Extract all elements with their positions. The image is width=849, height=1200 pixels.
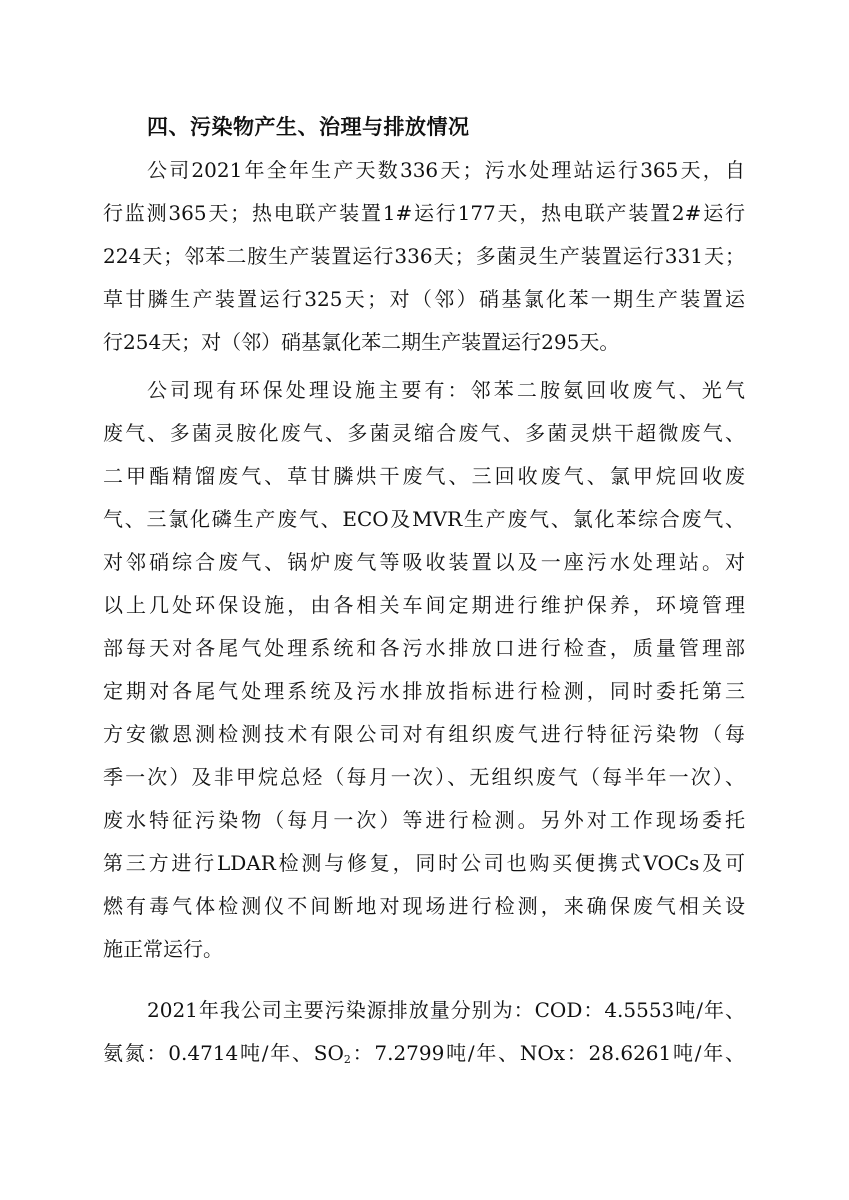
paragraph-2-line-3: 二甲酯精馏废气、草甘膦烘干废气、三回收废气、氯甲烷回收废: [103, 464, 745, 488]
so2-subscript: 2: [343, 1053, 351, 1066]
paragraph-2-line-1: 公司现有环保处理设施主要有：邻苯二胺氨回收废气、光气: [147, 378, 745, 402]
paragraph-1-line-1: 公司2021年全年生产天数336天；污水处理站运行365天，自: [147, 158, 745, 182]
paragraph-1-line-4: 草甘膦生产装置运行325天；对（邻）硝基氯化苯一期生产装置运: [103, 287, 745, 311]
section-heading: 四、污染物产生、治理与排放情况: [147, 115, 470, 139]
paragraph-2-line-5: 对邻硝综合废气、锅炉废气等吸收装置以及一座污水处理站。对: [103, 550, 745, 574]
paragraph-2-line-4: 气、三氯化磷生产废气、ECO及MVR生产废气、氯化苯综合废气、: [103, 507, 745, 531]
paragraph-3-line-2: [103, 1038, 745, 1075]
paragraph-3-line-1: 2021年我公司主要污染源排放量分别为：COD：4.5553吨/年、: [147, 998, 745, 1022]
paragraph-2-line-12: 第三方进行LDAR检测与修复，同时公司也购买便携式VOCs及可: [103, 851, 745, 875]
paragraph-2-line-14: 施正常运行。: [103, 937, 223, 961]
paragraph-2-line-9: 方安徽恩测检测技术有限公司对有组织废气进行特征污染物（每: [103, 722, 745, 746]
paragraph-1-line-5: 行254天；对（邻）硝基氯化苯二期生产装置运行295天。: [103, 330, 620, 354]
emission-text-part-1: 氨氮：0.4714吨/年、SO: [103, 1041, 344, 1065]
paragraph-2-line-8: 定期对各尾气处理系统及污水排放指标进行检测，同时委托第三: [103, 679, 745, 703]
emission-text-part-2: ：7.2799吨/年、NOx：28.6261吨/年、: [350, 1041, 745, 1065]
paragraph-2-line-7: 部每天对各尾气处理系统和各污水排放口进行检查，质量管理部: [103, 636, 745, 660]
paragraph-2-line-10: 季一次）及非甲烷总烃（每月一次）、无组织废气（每半年一次）、: [103, 765, 745, 789]
paragraph-2-line-13: 燃有毒气体检测仪不间断地对现场进行检测，来确保废气相关设: [103, 894, 745, 918]
paragraph-2-line-6: 以上几处环保设施，由各相关车间定期进行维护保养，环境管理: [103, 593, 745, 617]
paragraph-2-line-11: 废水特征污染物（每月一次）等进行检测。另外对工作现场委托: [103, 808, 745, 832]
paragraph-1-line-3: 224天；邻苯二胺生产装置运行336天；多菌灵生产装置运行331天；: [103, 244, 745, 268]
paragraph-2-line-2: 废气、多菌灵胺化废气、多菌灵缩合废气、多菌灵烘干超微废气、: [103, 421, 745, 445]
paragraph-1-line-2: 行监测365天；热电联产装置1#运行177天，热电联产装置2#运行: [103, 201, 745, 225]
